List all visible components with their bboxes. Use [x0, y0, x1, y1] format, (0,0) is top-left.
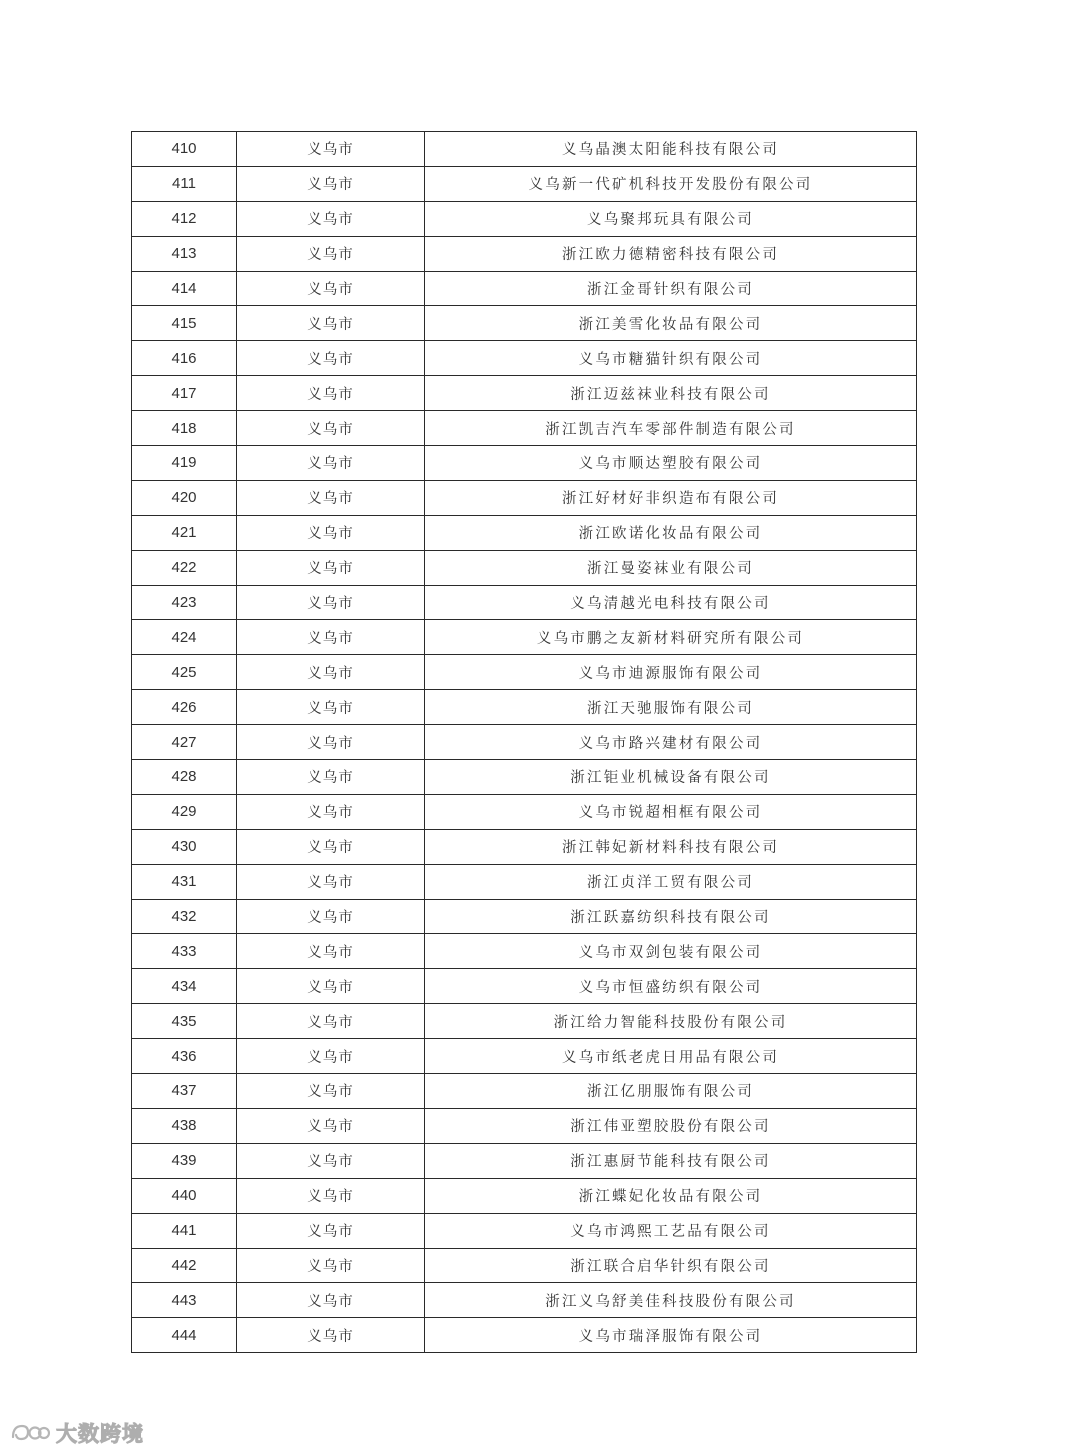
row-number-cell: 410: [132, 132, 237, 167]
row-number-cell: 438: [132, 1108, 237, 1143]
company-name-cell: 义乌晶澳太阳能科技有限公司: [425, 132, 917, 167]
table-row: [132, 1108, 917, 1143]
row-number-cell: 442: [132, 1248, 237, 1283]
row-number-cell: 417: [132, 376, 237, 411]
row-number-cell: 418: [132, 411, 237, 446]
row-number-cell: 435: [132, 1004, 237, 1039]
company-name-cell: 浙江金哥针织有限公司: [425, 271, 917, 306]
row-number-cell: 413: [132, 236, 237, 271]
company-name-cell: 浙江惠厨节能科技有限公司: [425, 1143, 917, 1178]
table-row: [132, 1004, 917, 1039]
company-name-cell: 浙江伟亚塑胶股份有限公司: [425, 1108, 917, 1143]
city-cell: 义乌市: [237, 934, 425, 969]
city-cell: 义乌市: [237, 446, 425, 481]
row-number-cell: 422: [132, 550, 237, 585]
row-number-cell: 419: [132, 446, 237, 481]
row-number-cell: 431: [132, 864, 237, 899]
table-row: [132, 306, 917, 341]
company-name-cell: 浙江义乌舒美佳科技股份有限公司: [425, 1283, 917, 1318]
table-row: [132, 166, 917, 201]
city-cell: 义乌市: [237, 864, 425, 899]
city-cell: 义乌市: [237, 411, 425, 446]
city-cell: 义乌市: [237, 550, 425, 585]
company-name-cell: 浙江好材好非织造布有限公司: [425, 480, 917, 515]
company-name-cell: 浙江美雪化妆品有限公司: [425, 306, 917, 341]
row-number-cell: 427: [132, 725, 237, 760]
row-number-cell: 441: [132, 1213, 237, 1248]
company-name-cell: 浙江天驰服饰有限公司: [425, 690, 917, 725]
row-number-cell: 411: [132, 166, 237, 201]
city-cell: 义乌市: [237, 620, 425, 655]
row-number-cell: 433: [132, 934, 237, 969]
company-name-cell: 义乌新一代矿机科技开发股份有限公司: [425, 166, 917, 201]
company-name-cell: 义乌市恒盛纺织有限公司: [425, 969, 917, 1004]
city-cell: 义乌市: [237, 1213, 425, 1248]
company-name-cell: 义乌市双剑包装有限公司: [425, 934, 917, 969]
company-name-cell: 浙江联合启华针织有限公司: [425, 1248, 917, 1283]
company-name-cell: 义乌市瑞泽服饰有限公司: [425, 1318, 917, 1353]
table-row: [132, 201, 917, 236]
city-cell: 义乌市: [237, 1178, 425, 1213]
table-row: [132, 132, 917, 167]
company-name-cell: 浙江钜业机械设备有限公司: [425, 760, 917, 795]
city-cell: 义乌市: [237, 655, 425, 690]
table-row: [132, 1318, 917, 1353]
table-row: [132, 1074, 917, 1109]
city-cell: 义乌市: [237, 271, 425, 306]
row-number-cell: 444: [132, 1318, 237, 1353]
company-name-cell: 浙江凯吉汽车零部件制造有限公司: [425, 411, 917, 446]
company-name-cell: 义乌市糖猫针织有限公司: [425, 341, 917, 376]
row-number-cell: 414: [132, 271, 237, 306]
row-number-cell: 439: [132, 1143, 237, 1178]
city-cell: 义乌市: [237, 1108, 425, 1143]
row-number-cell: 428: [132, 760, 237, 795]
table-row: [132, 550, 917, 585]
row-number-cell: 423: [132, 585, 237, 620]
company-name-cell: 浙江欧诺化妆品有限公司: [425, 515, 917, 550]
city-cell: 义乌市: [237, 969, 425, 1004]
city-cell: 义乌市: [237, 236, 425, 271]
city-cell: 义乌市: [237, 1074, 425, 1109]
table-row: [132, 969, 917, 1004]
company-name-cell: 义乌市顺达塑胶有限公司: [425, 446, 917, 481]
company-name-cell: 义乌市路兴建材有限公司: [425, 725, 917, 760]
company-name-cell: 浙江跃嘉纺织科技有限公司: [425, 899, 917, 934]
table-row: [132, 236, 917, 271]
company-name-cell: 义乌清越光电科技有限公司: [425, 585, 917, 620]
datashu-logo-icon: [10, 1421, 50, 1445]
table-row: [132, 690, 917, 725]
table-row: [132, 1213, 917, 1248]
row-number-cell: 429: [132, 794, 237, 829]
city-cell: 义乌市: [237, 760, 425, 795]
city-cell: 义乌市: [237, 690, 425, 725]
table-row: [132, 760, 917, 795]
company-name-cell: 浙江韩妃新材料科技有限公司: [425, 829, 917, 864]
company-name-cell: 义乌市锐超相框有限公司: [425, 794, 917, 829]
city-cell: 义乌市: [237, 899, 425, 934]
row-number-cell: 437: [132, 1074, 237, 1109]
table-row: [132, 271, 917, 306]
company-name-cell: 浙江曼姿袜业有限公司: [425, 550, 917, 585]
city-cell: 义乌市: [237, 1248, 425, 1283]
table-row: [132, 934, 917, 969]
city-cell: 义乌市: [237, 341, 425, 376]
city-cell: 义乌市: [237, 585, 425, 620]
row-number-cell: 424: [132, 620, 237, 655]
city-cell: 义乌市: [237, 1039, 425, 1074]
table-row: [132, 620, 917, 655]
city-cell: 义乌市: [237, 794, 425, 829]
city-cell: 义乌市: [237, 1318, 425, 1353]
table-row: [132, 829, 917, 864]
city-cell: 义乌市: [237, 201, 425, 236]
city-cell: 义乌市: [237, 515, 425, 550]
city-cell: 义乌市: [237, 376, 425, 411]
watermark: [10, 1418, 144, 1448]
company-name-cell: 浙江欧力德精密科技有限公司: [425, 236, 917, 271]
row-number-cell: 436: [132, 1039, 237, 1074]
company-name-cell: 浙江给力智能科技股份有限公司: [425, 1004, 917, 1039]
company-name-cell: 义乌市迪源服饰有限公司: [425, 655, 917, 690]
company-name-cell: 义乌聚邦玩具有限公司: [425, 201, 917, 236]
city-cell: 义乌市: [237, 1283, 425, 1318]
city-cell: 义乌市: [237, 1143, 425, 1178]
row-number-cell: 420: [132, 480, 237, 515]
city-cell: 义乌市: [237, 829, 425, 864]
table-row: [132, 794, 917, 829]
company-list-body: [132, 132, 917, 1353]
row-number-cell: 443: [132, 1283, 237, 1318]
row-number-cell: 421: [132, 515, 237, 550]
watermark-text: 大数跨境: [56, 1422, 144, 1446]
table-row: [132, 1178, 917, 1213]
city-cell: 义乌市: [237, 480, 425, 515]
row-number-cell: 432: [132, 899, 237, 934]
city-cell: 义乌市: [237, 132, 425, 167]
table-row: [132, 1143, 917, 1178]
company-list-table: [131, 131, 917, 1353]
table-row: [132, 1283, 917, 1318]
table-row: [132, 515, 917, 550]
company-name-cell: 浙江贞洋工贸有限公司: [425, 864, 917, 899]
row-number-cell: 426: [132, 690, 237, 725]
table-row: [132, 899, 917, 934]
table-row: [132, 1039, 917, 1074]
row-number-cell: 425: [132, 655, 237, 690]
row-number-cell: 416: [132, 341, 237, 376]
table-row: [132, 446, 917, 481]
company-name-cell: 义乌市纸老虎日用品有限公司: [425, 1039, 917, 1074]
city-cell: 义乌市: [237, 725, 425, 760]
table-row: [132, 411, 917, 446]
row-number-cell: 415: [132, 306, 237, 341]
table-row: [132, 341, 917, 376]
city-cell: 义乌市: [237, 306, 425, 341]
row-number-cell: 430: [132, 829, 237, 864]
row-number-cell: 412: [132, 201, 237, 236]
table-row: [132, 1248, 917, 1283]
table-row: [132, 585, 917, 620]
city-cell: 义乌市: [237, 1004, 425, 1039]
company-name-cell: 义乌市鹏之友新材料研究所有限公司: [425, 620, 917, 655]
table-row: [132, 376, 917, 411]
company-name-cell: 浙江亿朋服饰有限公司: [425, 1074, 917, 1109]
row-number-cell: 440: [132, 1178, 237, 1213]
table-row: [132, 655, 917, 690]
city-cell: 义乌市: [237, 166, 425, 201]
company-name-cell: 浙江迈兹袜业科技有限公司: [425, 376, 917, 411]
table-row: [132, 864, 917, 899]
row-number-cell: 434: [132, 969, 237, 1004]
company-name-cell: 浙江蝶妃化妆品有限公司: [425, 1178, 917, 1213]
table-row: [132, 480, 917, 515]
company-name-cell: 义乌市鸿熙工艺品有限公司: [425, 1213, 917, 1248]
table-row: [132, 725, 917, 760]
